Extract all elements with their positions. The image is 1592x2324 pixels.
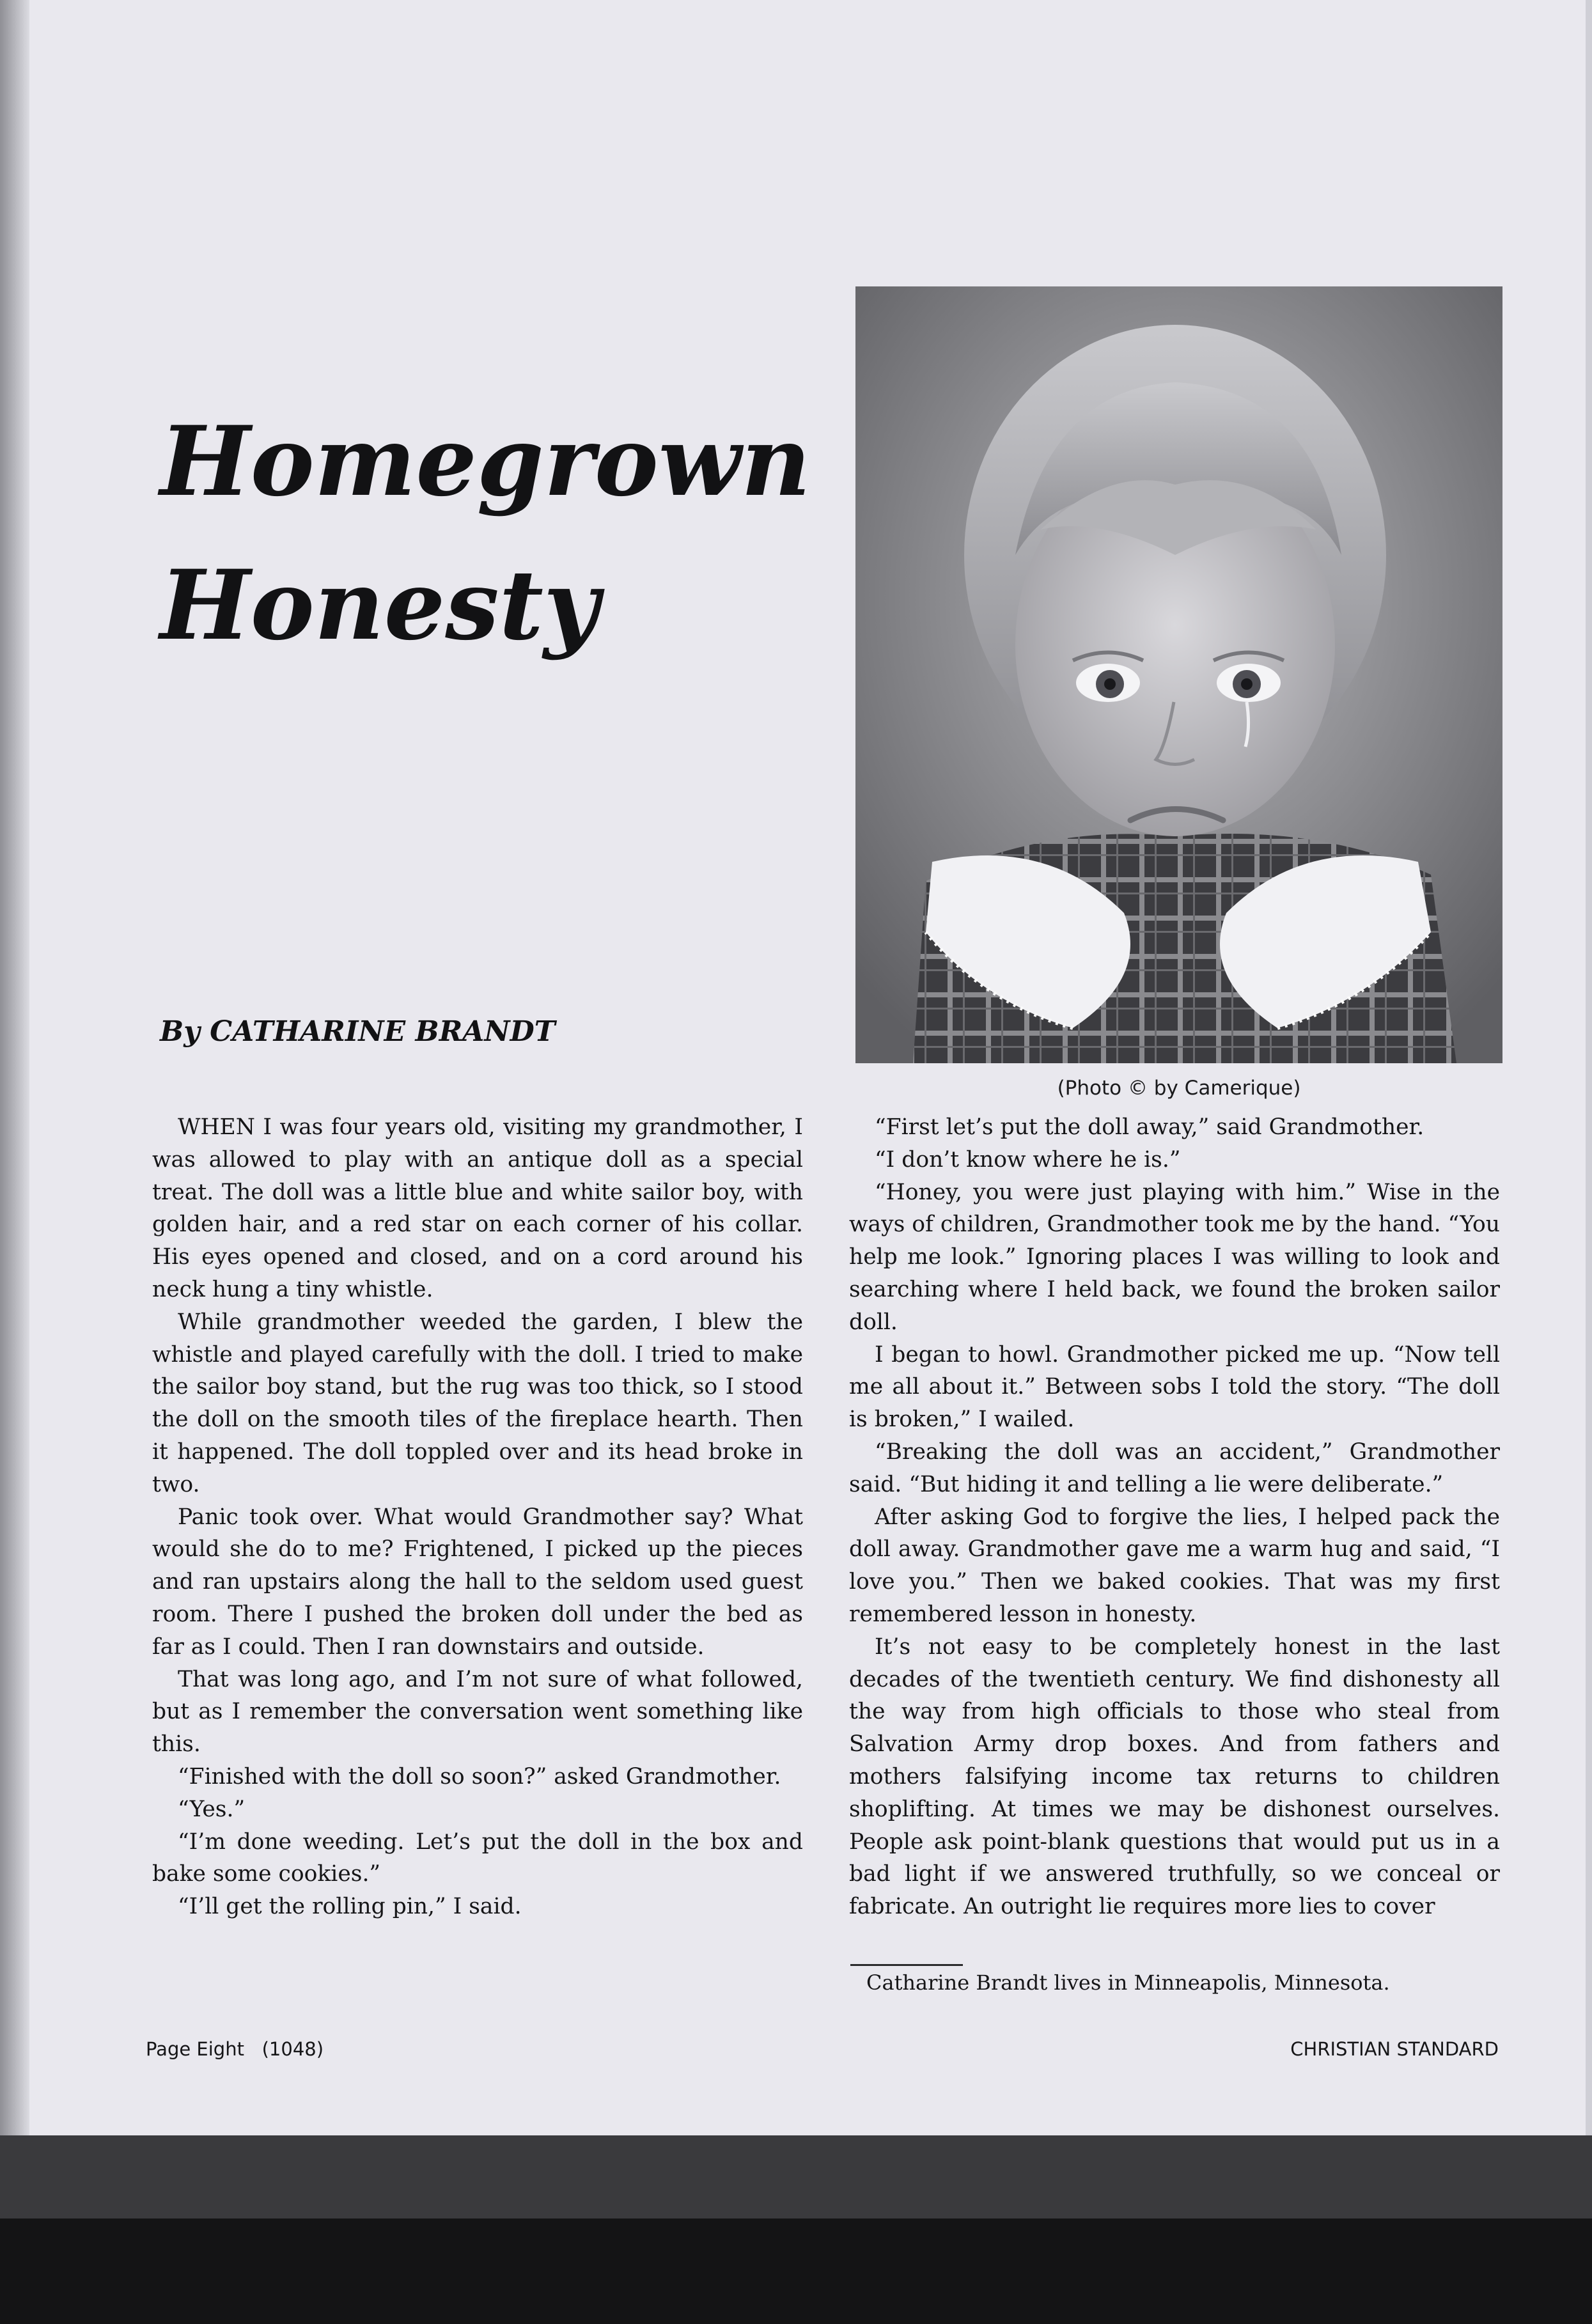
article-paragraph: “I don’t know where he is.” xyxy=(875,1146,1181,1173)
article-paragraph: “Yes.” xyxy=(178,1796,246,1822)
article-column-left xyxy=(152,1111,803,1923)
publication-name: CHRISTIAN STANDARD xyxy=(1290,2038,1499,2060)
article-paragraph: “I’ll get the rolling pin,” I said. xyxy=(178,1894,522,1920)
article-paragraph: “Breaking the doll was an accident,” Grandmother said. “But hiding it and telling a lie were deliberate.” xyxy=(849,1439,1500,1497)
photo-caption: (Photo © by Camerique) xyxy=(1057,1077,1301,1100)
page-number-label: Page Eight (1048) xyxy=(146,2038,324,2060)
article-paragraph: “Honey, you were just playing with him.” Wise in the ways of children, Grandmother took me by the hand. “You help me look.” Ignoring places I was willing to look and searching where I held back, we found the broken sailor doll. xyxy=(849,1179,1500,1335)
sad-girl-portrait-image xyxy=(855,286,1502,1063)
article-title: Homegrown Honesty xyxy=(160,405,811,662)
article-paragraph: That was long ago, and I’m not sure of what followed, but as I remember the conversation went something like this. xyxy=(152,1666,803,1758)
article-paragraph: After asking God to forgive the lies, I helped pack the doll away. Grandmother gave me a warm hug and said, “I love you.” Then we baked cookies. That was my first remembered lesson in honesty. xyxy=(849,1504,1500,1627)
article-paragraph: “Finished with the doll so soon?” asked Grandmother. xyxy=(178,1763,781,1790)
article-paragraph: “I’m done weeding. Let’s put the doll in the box and bake some cookies.” xyxy=(152,1829,803,1887)
article-byline: By CATHARINE BRANDT xyxy=(160,1015,556,1048)
author-footnote: Catharine Brandt lives in Minneapolis, Minnesota. xyxy=(866,1970,1390,1995)
scan-background xyxy=(0,2135,1592,2324)
article-paragraph: WHEN I was four years old, visiting my grandmother, I was allowed to play with an antique doll as a special treat. The doll was a little blue and white sailor boy, with golden hair, and a red star on each corner of his collar. His eyes opened and closed, and on a cord around his neck hung a tiny whistle. xyxy=(152,1114,803,1302)
page-edge-shadow xyxy=(0,0,29,2135)
article-paragraph: “First let’s put the doll away,” said Grandmother. xyxy=(875,1114,1424,1140)
article-paragraph: Panic took over. What would Grandmother say? What would she do to me? Frightened, I picked up the pieces and ran upstairs along the hall to the seldom used guest room. There I pushed the broken doll under the bed as far as I could. Then I ran downstairs and outside. xyxy=(152,1504,803,1660)
footnote-divider xyxy=(850,1964,963,1966)
article-photo xyxy=(855,286,1502,1063)
article-paragraph: I began to howl. Grandmother picked me up. “Now tell me all about it.” Between sobs I told the story. “The doll is broken,” I wailed. xyxy=(849,1341,1500,1433)
scan-edge-band xyxy=(0,2135,1592,2219)
article-column-right xyxy=(849,1111,1500,1923)
article-paragraph: While grandmother weeded the garden, I blew the whistle and played carefully with the doll. I tried to make the sailor boy stand, but the rug was too thick, so I stood the doll on the smooth tiles of the fireplace hearth. Then it happened. The doll toppled over and its head broke in two. xyxy=(152,1309,803,1497)
article-paragraph: It’s not easy to be completely honest in the last decades of the twentieth century. We find dishonesty all the way from high officials to those who steal from Salvation Army drop boxes. And from fathers and mothers falsifying income tax returns to children shoplifting. At times we may be dishonest ourselves. People ask point-blank questions that would put us in a bad light if we answered truthfully, so we conceal or fabricate. An outright lie requires more lies to cover xyxy=(849,1634,1500,1920)
